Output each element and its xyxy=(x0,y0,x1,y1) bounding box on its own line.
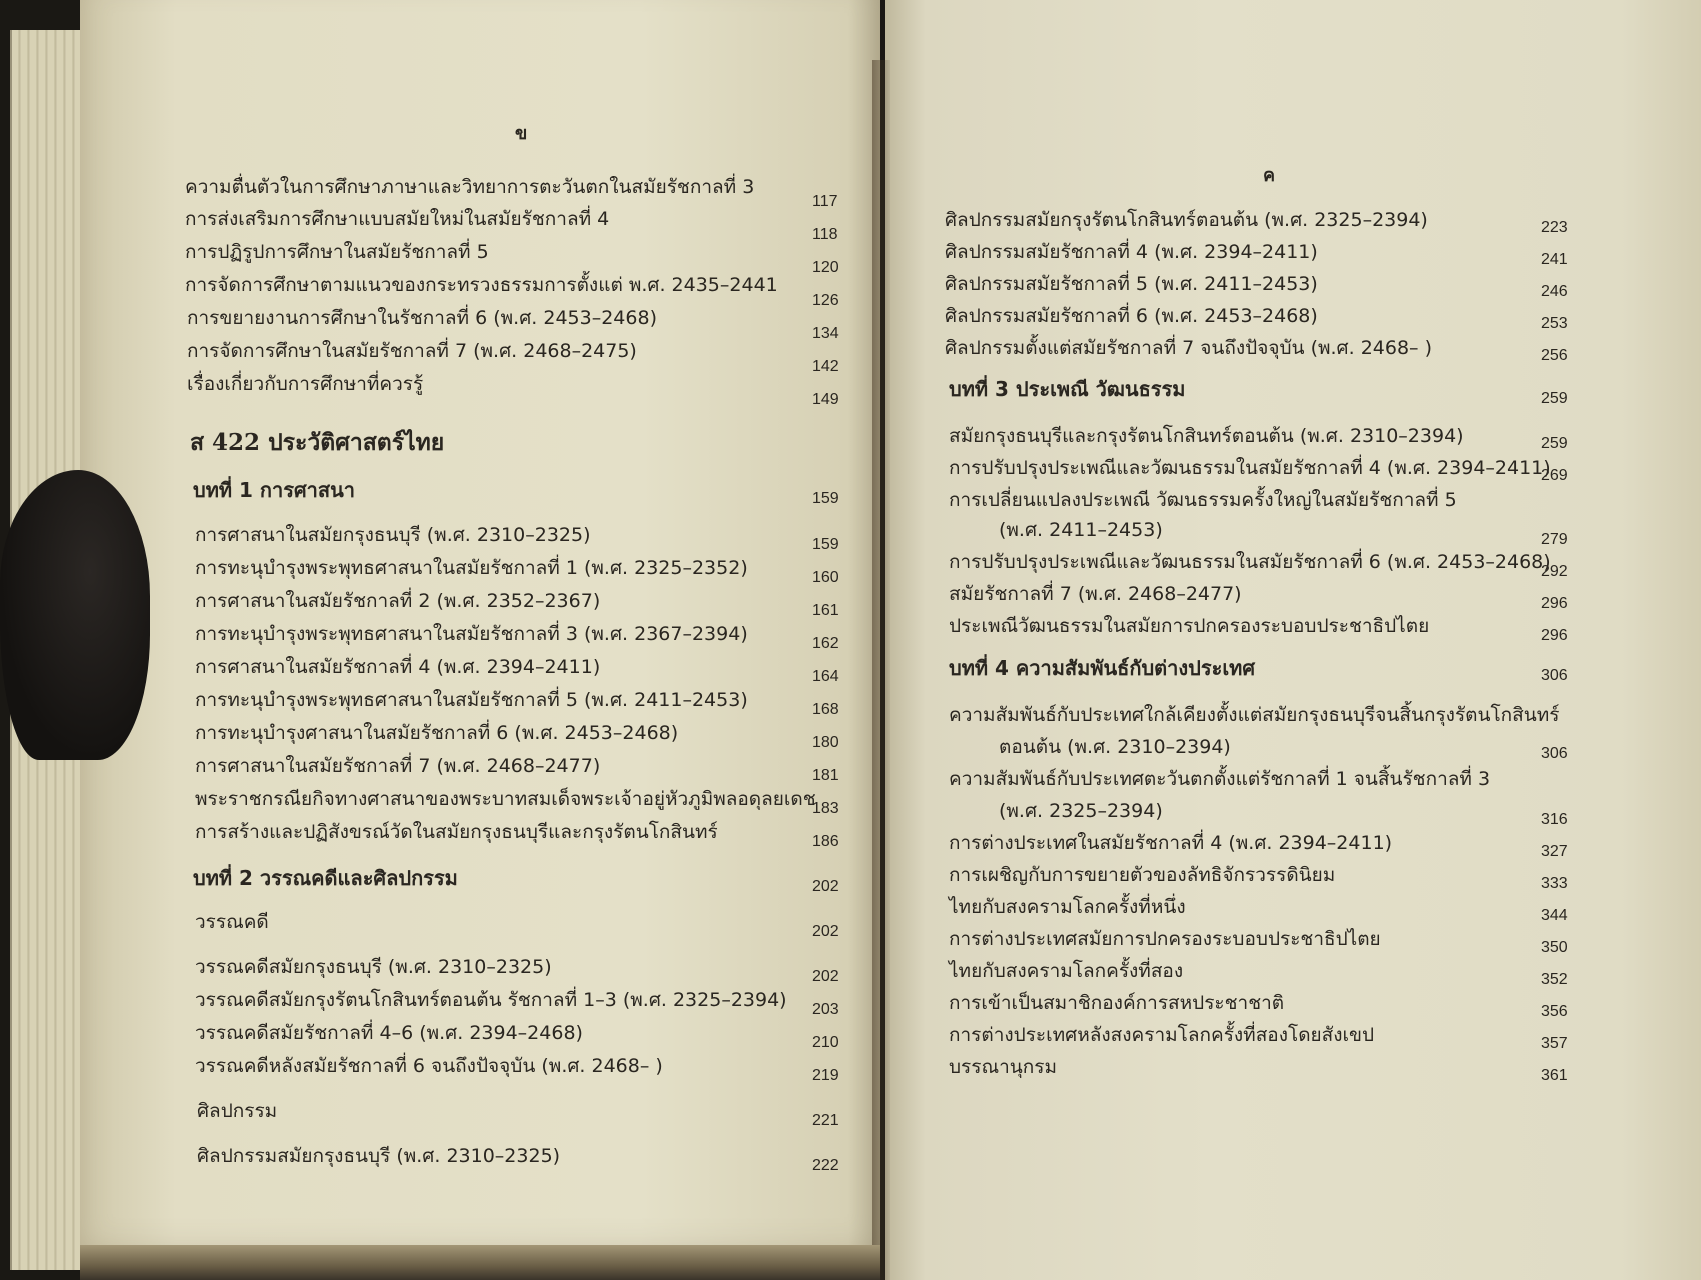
right-toc-entry-title: ศิลปกรรมสมัยรัชกาลที่ 6 (พ.ศ. 2453–2468) xyxy=(945,305,1318,327)
right-toc-entry-page-number: 327 xyxy=(1541,843,1568,860)
right-toc-entry-page-number: 350 xyxy=(1541,939,1568,956)
right-toc-entry-page-number: 306 xyxy=(1541,745,1568,762)
left-toc-entry-page-number: 186 xyxy=(812,833,839,850)
left-toc-entry-page-number: 221 xyxy=(812,1112,839,1129)
left-toc-entry-title: การจัดการศึกษาตามแนวของกระทรวงธรรมการตั้งแต่ พ.ศ. 2435–2441 xyxy=(185,274,778,296)
right-toc-entry-title: การต่างประเทศหลังสงครามโลกครั้งที่สองโดยสังเขป xyxy=(949,1024,1375,1046)
right-toc-entry-page-number: 292 xyxy=(1541,563,1568,580)
right-toc-entry-page-number: 279 xyxy=(1541,531,1568,548)
right-toc-entry-title: สมัยกรุงธนบุรีและกรุงรัตนโกสินทร์ตอนต้น (พ.ศ. 2310–2394) xyxy=(949,425,1464,447)
left-toc-entry-page-number: 202 xyxy=(812,968,839,985)
left-toc-entry-title: การจัดการศึกษาในสมัยรัชกาลที่ 7 (พ.ศ. 2468–2475) xyxy=(187,340,637,362)
page-bottom-edge xyxy=(80,1245,880,1280)
left-toc-entry-title: วรรณคดีสมัยกรุงธนบุรี (พ.ศ. 2310–2325) xyxy=(195,956,552,978)
left-toc-entry-title: การส่งเสริมการศึกษาแบบสมัยใหม่ในสมัยรัชกาลที่ 4 xyxy=(185,208,610,230)
right-toc-entry-title: ตอนต้น (พ.ศ. 2310–2394) xyxy=(999,736,1231,758)
left-page xyxy=(80,0,880,1270)
right-toc-entry-title: การเปลี่ยนแปลงประเพณี วัฒนธรรมครั้งใหญ่ในสมัยรัชกาลที่ 5 xyxy=(949,489,1457,511)
right-page xyxy=(885,0,1701,1280)
left-toc-entry-page-number: 118 xyxy=(812,226,838,243)
right-toc-entry-title: การเข้าเป็นสมาชิกองค์การสหประชาชาติ xyxy=(949,992,1285,1014)
left-toc-entry-title: ความตื่นตัวในการศึกษาภาษาและวิทยาการตะวันตกในสมัยรัชกาลที่ 3 xyxy=(185,176,755,198)
right-toc-entry-page-number: 296 xyxy=(1541,627,1568,644)
right-toc-entry-page-number: 259 xyxy=(1541,390,1568,407)
left-toc-entry-title: พระราชกรณียกิจทางศาสนาของพระบาทสมเด็จพระเจ้าอยู่หัวภูมิพลอดุลยเดช xyxy=(195,788,816,810)
left-toc-entry-page-number: 180 xyxy=(812,734,839,751)
left-toc-entry-title: การศาสนาในสมัยกรุงธนบุรี (พ.ศ. 2310–2325) xyxy=(195,524,591,546)
right-toc-entry-page-number: 246 xyxy=(1541,283,1568,300)
left-toc-entry-page-number: 202 xyxy=(812,923,839,940)
left-toc-entry-page-number: 149 xyxy=(812,391,839,408)
right-toc-entry-page-number: 256 xyxy=(1541,347,1568,364)
left-toc-entry-page-number: 159 xyxy=(812,536,839,553)
left-toc-entry-page-number: 161 xyxy=(812,602,839,619)
right-toc-entry-title: ศิลปกรรมสมัยรัชกาลที่ 4 (พ.ศ. 2394–2411) xyxy=(945,241,1318,263)
left-toc-entry-title: การทะนุบำรุงศาสนาในสมัยรัชกาลที่ 6 (พ.ศ. 2453–2468) xyxy=(195,722,679,744)
left-toc-entry-page-number: 164 xyxy=(812,668,839,685)
right-toc-entry-title: การปรับปรุงประเพณีและวัฒนธรรมในสมัยรัชกาลที่ 4 (พ.ศ. 2394–2411) xyxy=(949,457,1551,479)
right-toc-entry-title: ไทยกับสงครามโลกครั้งที่สอง xyxy=(949,960,1184,982)
left-toc-entry-page-number: 117 xyxy=(812,193,838,210)
right-toc-entry-page-number: 357 xyxy=(1541,1035,1568,1052)
finger-shadow xyxy=(0,470,150,760)
right-toc-entry-title: ศิลปกรรมสมัยรัชกาลที่ 5 (พ.ศ. 2411–2453) xyxy=(945,273,1318,295)
left-toc-entry-page-number: 134 xyxy=(812,325,839,342)
left-toc-entry-title: การสร้างและปฏิสังขรณ์วัดในสมัยกรุงธนบุรีและกรุงรัตนโกสินทร์ xyxy=(195,821,718,843)
right-toc-entry-title: การต่างประเทศในสมัยรัชกาลที่ 4 (พ.ศ. 2394–2411) xyxy=(949,832,1393,854)
book-gutter xyxy=(872,60,890,1280)
right-toc-entry-page-number: 296 xyxy=(1541,595,1568,612)
right-toc-entry-title: ศิลปกรรมสมัยกรุงรัตนโกสินทร์ตอนต้น (พ.ศ. 2325–2394) xyxy=(945,209,1428,231)
left-toc-entry-title: การขยายงานการศึกษาในรัชกาลที่ 6 (พ.ศ. 2453–2468) xyxy=(187,307,657,329)
right-toc-entry-title: ความสัมพันธ์กับประเทศตะวันตกตั้งแต่รัชกาลที่ 1 จนสิ้นรัชกาลที่ 3 xyxy=(949,768,1491,790)
right-toc-entry-title: บรรณานุกรม xyxy=(949,1056,1057,1078)
right-toc-entry-page-number: 223 xyxy=(1541,219,1568,236)
left-toc-entry-page-number: 126 xyxy=(812,292,839,309)
left-toc-entry-title: ศิลปกรรมสมัยกรุงธนบุรี (พ.ศ. 2310–2325) xyxy=(197,1145,561,1167)
right-toc-entry-title: การเผชิญกับการขยายตัวของลัทธิจักรวรรดินิยม xyxy=(949,864,1336,886)
left-toc-entry-title: การทะนุบำรุงพระพุทธศาสนาในสมัยรัชกาลที่ 3 (พ.ศ. 2367–2394) xyxy=(195,623,748,645)
left-toc-entry-page-number: 142 xyxy=(812,358,839,375)
right-toc-entry-page-number: 352 xyxy=(1541,971,1568,988)
right-toc-entry-page-number: 356 xyxy=(1541,1003,1568,1020)
right-toc-entry-title: ประเพณีวัฒนธรรมในสมัยการปกครองระบอบประชาธิปไตย xyxy=(949,615,1430,637)
left-toc-entry-title: บทที่ 1 การศาสนา xyxy=(193,478,356,502)
left-toc-entry-title: บทที่ 2 วรรณคดีและศิลปกรรม xyxy=(193,866,458,890)
right-toc-entry-title: การปรับปรุงประเพณีและวัฒนธรรมในสมัยรัชกาลที่ 6 (พ.ศ. 2453–2468) xyxy=(949,551,1551,573)
left-toc-entry-title: การปฏิรูปการศึกษาในสมัยรัชกาลที่ 5 xyxy=(185,241,489,263)
right-toc-entry-title: ความสัมพันธ์กับประเทศใกล้เคียงตั้งแต่สมัยกรุงธนบุรีจนสิ้นกรุงรัตนโกสินทร์ xyxy=(949,704,1560,726)
left-toc-entry-page-number: 120 xyxy=(812,259,839,276)
right-toc-entry-page-number: 259 xyxy=(1541,435,1568,452)
left-toc-entry-page-number: 222 xyxy=(812,1157,839,1174)
right-page-label: ค xyxy=(1263,165,1276,186)
right-toc-entry-page-number: 269 xyxy=(1541,467,1568,484)
left-toc-entry-title: การศาสนาในสมัยรัชกาลที่ 7 (พ.ศ. 2468–2477) xyxy=(195,755,601,777)
left-toc-entry-title: การทะนุบำรุงพระพุทธศาสนาในสมัยรัชกาลที่ 5 (พ.ศ. 2411–2453) xyxy=(195,689,748,711)
left-toc-entry-title: การศาสนาในสมัยรัชกาลที่ 4 (พ.ศ. 2394–2411) xyxy=(195,656,601,678)
right-toc-entry-page-number: 361 xyxy=(1541,1067,1568,1084)
right-toc-entry-title: บทที่ 3 ประเพณี วัฒนธรรม xyxy=(949,377,1186,401)
left-toc-entry-title: การศาสนาในสมัยรัชกาลที่ 2 (พ.ศ. 2352–2367) xyxy=(195,590,601,612)
left-toc-entry-title: วรรณคดี xyxy=(195,911,269,933)
left-toc-entry-page-number: 202 xyxy=(812,878,839,895)
left-page-label: ข xyxy=(515,123,528,144)
right-toc-entry-page-number: 253 xyxy=(1541,315,1568,332)
right-toc-entry-title: ศิลปกรรมตั้งแต่สมัยรัชกาลที่ 7 จนถึงปัจจุบัน (พ.ศ. 2468– ) xyxy=(945,337,1433,359)
left-toc-entry-title: ส 422 ประวัติศาสตร์ไทย xyxy=(190,429,445,456)
right-toc-entry-title: สมัยรัชกาลที่ 7 (พ.ศ. 2468–2477) xyxy=(949,583,1242,605)
right-toc-entry-page-number: 241 xyxy=(1541,251,1568,268)
left-toc-entry-page-number: 181 xyxy=(812,767,839,784)
right-toc-entry-page-number: 306 xyxy=(1541,667,1568,684)
right-toc-entry-page-number: 344 xyxy=(1541,907,1568,924)
right-toc-entry-page-number: 316 xyxy=(1541,811,1568,828)
left-toc-entry-page-number: 183 xyxy=(812,800,839,817)
left-toc-entry-page-number: 160 xyxy=(812,569,839,586)
left-toc-entry-page-number: 162 xyxy=(812,635,839,652)
right-toc-entry-page-number: 333 xyxy=(1541,875,1568,892)
right-toc-entry-title: ไทยกับสงครามโลกครั้งที่หนึ่ง xyxy=(949,896,1186,918)
right-toc-entry-title: (พ.ศ. 2325–2394) xyxy=(999,800,1163,822)
left-toc-entry-page-number: 168 xyxy=(812,701,839,718)
left-toc-entry-title: การทะนุบำรุงพระพุทธศาสนาในสมัยรัชกาลที่ 1 (พ.ศ. 2325–2352) xyxy=(195,557,748,579)
left-toc-entry-title: วรรณคดีสมัยรัชกาลที่ 4–6 (พ.ศ. 2394–2468) xyxy=(195,1022,583,1044)
left-toc-entry-page-number: 203 xyxy=(812,1001,839,1018)
left-toc-entry-page-number: 219 xyxy=(812,1067,839,1084)
right-toc-entry-title: บทที่ 4 ความสัมพันธ์กับต่างประเทศ xyxy=(949,656,1256,680)
left-toc-entry-title: ศิลปกรรม xyxy=(197,1100,278,1122)
left-toc-entry-title: วรรณคดีสมัยกรุงรัตนโกสินทร์ตอนต้น รัชกาลที่ 1–3 (พ.ศ. 2325–2394) xyxy=(195,989,787,1011)
left-toc-entry-title: เรื่องเกี่ยวกับการศึกษาที่ควรรู้ xyxy=(187,373,424,395)
left-toc-entry-page-number: 210 xyxy=(812,1034,839,1051)
left-toc-entry-page-number: 159 xyxy=(812,490,839,507)
left-toc-entry-title: วรรณคดีหลังสมัยรัชกาลที่ 6 จนถึงปัจจุบัน (พ.ศ. 2468– ) xyxy=(195,1055,663,1077)
right-toc-entry-title: การต่างประเทศสมัยการปกครองระบอบประชาธิปไตย xyxy=(949,928,1381,950)
right-toc-entry-title: (พ.ศ. 2411–2453) xyxy=(999,519,1163,541)
